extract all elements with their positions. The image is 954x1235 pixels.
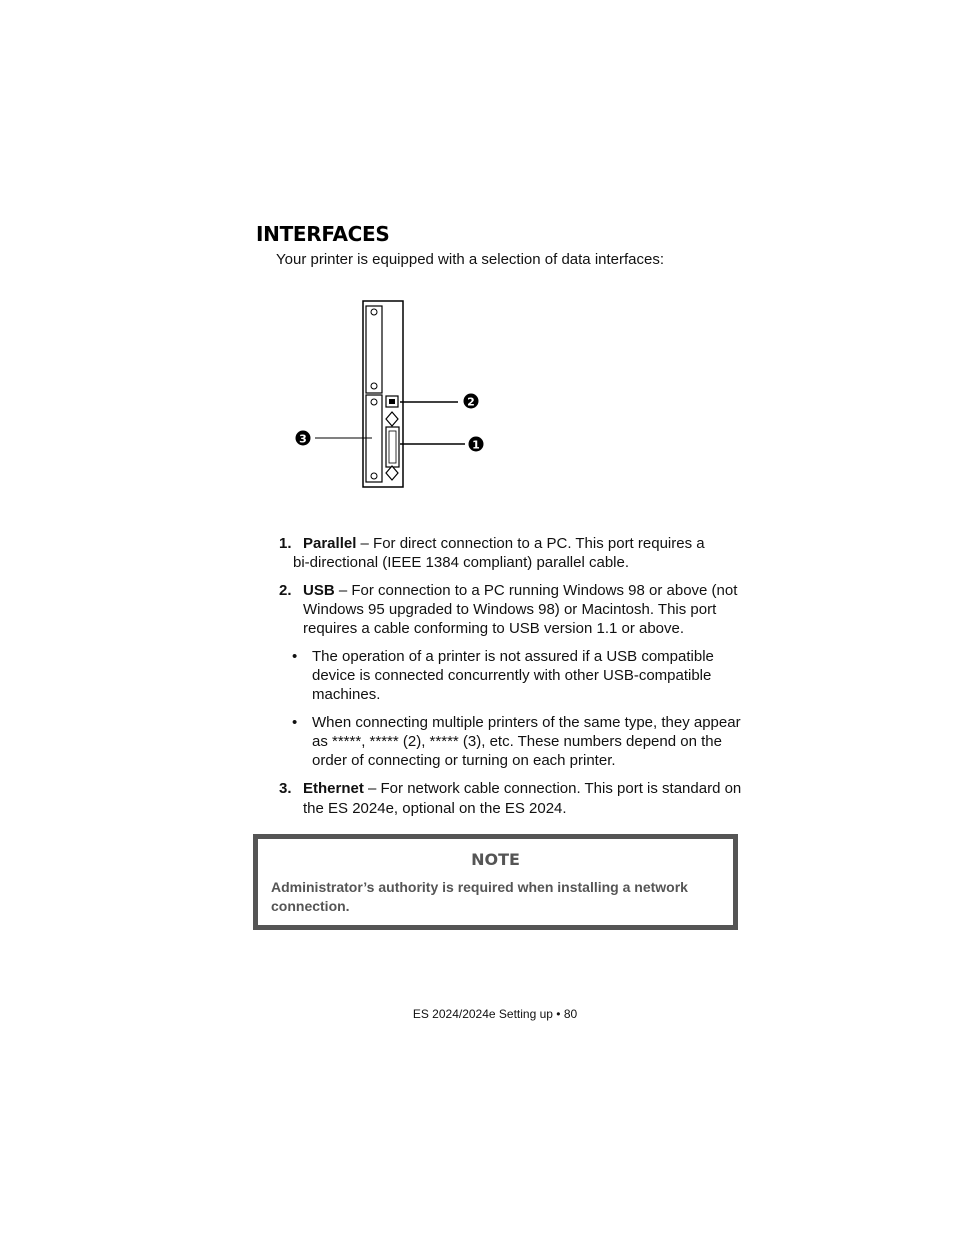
callout-1-label: 1 xyxy=(472,438,480,452)
item-term: Ethernet xyxy=(303,780,364,797)
screw-icon xyxy=(371,399,377,405)
parallel-port-inner xyxy=(389,431,396,463)
interfaces-list xyxy=(279,534,749,819)
screw-icon xyxy=(371,473,377,479)
item-term: Parallel xyxy=(303,535,357,552)
list-item-parallel xyxy=(279,534,749,572)
bullet-text: When connecting multiple printers of the same type, they appear as *****, ***** (2), ***** (3), etc. These numbers depend on the order of connecting or turning on each printer. xyxy=(312,714,741,769)
note-text: Administrator’s authority is required when installing a network connection. xyxy=(271,879,688,914)
item-term: USB xyxy=(303,582,335,599)
page-footer: ES 2024/2024e Setting up • 80 xyxy=(412,1007,578,1021)
section-heading: INTERFACES xyxy=(256,222,390,246)
bullet-icon: • xyxy=(292,648,298,665)
item-text: – For direct connection to a PC. This port requires a xyxy=(356,535,705,552)
item-text: – For network cable connection. This port is standard on the ES 2024e, optional on the ES 2024. xyxy=(303,780,742,817)
item-text: – For connection to a PC running Windows 98 or above (not Windows 95 upgraded to Windows 98) or Macintosh. This port requires a cable conforming to USB version 1.1 or above. xyxy=(303,582,738,637)
item-text-continuation: bi-directional (IEEE 1384 compliant) parallel cable. xyxy=(293,554,630,571)
interfaces-figure xyxy=(290,296,490,492)
item-number: 2. xyxy=(279,582,292,599)
bullet-item xyxy=(279,713,749,770)
screw-icon xyxy=(371,383,377,389)
intro-text: Your printer is equipped with a selection of data interfaces: xyxy=(276,251,665,268)
note-box xyxy=(253,834,738,930)
bullet-text: The operation of a printer is not assured if a USB compatible device is connected concurrently with other USB-compatible machines. xyxy=(312,648,714,703)
list-item-usb xyxy=(279,581,749,638)
list-item-ethernet xyxy=(279,779,749,819)
callout-2-label: 2 xyxy=(467,395,475,409)
callout-3-label: 3 xyxy=(299,432,307,446)
item-number: 1. xyxy=(279,535,292,552)
upper-slot xyxy=(366,306,382,393)
usb-port-inner xyxy=(389,399,395,404)
screw-icon xyxy=(371,309,377,315)
bullet-item xyxy=(279,647,749,704)
bullet-icon: • xyxy=(292,714,298,731)
item-number: 3. xyxy=(279,780,292,797)
note-title: NOTE xyxy=(471,850,520,869)
printer-back-panel-illustration xyxy=(290,296,490,492)
